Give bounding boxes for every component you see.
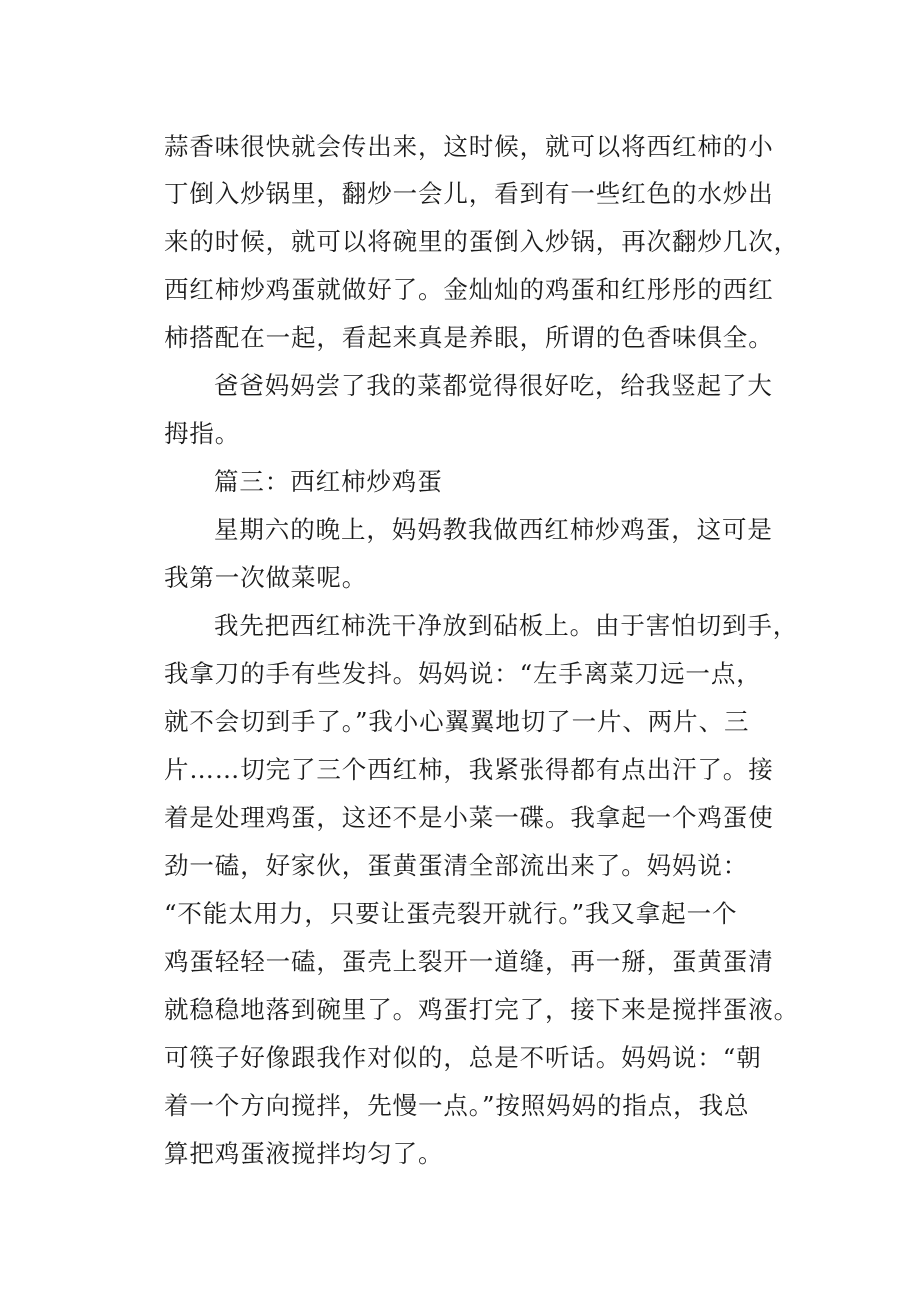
text-line: 我第一次做菜呢。: [164, 563, 368, 592]
text-line: 着一个方向搅拌，先慢一点。”按照妈妈的指点，我总: [164, 1091, 750, 1120]
section-heading: 篇三：西红柿炒鸡蛋: [214, 467, 443, 496]
text-line: 就稳稳地落到碗里了。鸡蛋打完了，接下来是搅拌蛋液。: [164, 995, 799, 1024]
text-line: 就不会切到手了。”我小心翼翼地切了一片、两片、三: [164, 707, 750, 736]
text-line: 我先把西红柿洗干净放到砧板上。由于害怕切到手，: [214, 611, 799, 640]
text-line: 劲一磕，好家伙，蛋黄蛋清全部流出来了。妈妈说：: [164, 851, 749, 880]
text-line: 西红柿炒鸡蛋就做好了。金灿灿的鸡蛋和红彤彤的西红: [164, 275, 774, 304]
text-line: “不能太用力，只要让蛋壳裂开就行。”我又拿起一个: [164, 899, 738, 928]
text-line: 鸡蛋轻轻一磕，蛋壳上裂开一道缝，再一掰，蛋黄蛋清: [164, 947, 774, 976]
text-line: 我拿刀的手有些发抖。妈妈说：“左手离菜刀远一点，: [164, 659, 762, 688]
text-line: 拇指。: [164, 419, 241, 448]
text-line: 蒜香味很快就会传出来，这时候，就可以将西红柿的小: [164, 132, 774, 161]
text-line: 柿搭配在一起，看起来真是养眼，所谓的色香味俱全。: [164, 323, 774, 352]
text-line: 片……切完了三个西红柿，我紧张得都有点出汗了。接: [164, 755, 774, 784]
text-line: 来的时候，就可以将碗里的蛋倒入炒锅，再次翻炒几次，: [164, 227, 799, 256]
text-line: 着是处理鸡蛋，这还不是小菜一碟。我拿起一个鸡蛋使: [164, 803, 774, 832]
text-line: 算把鸡蛋液搅拌均匀了。: [164, 1139, 444, 1168]
text-line: 星期六的晚上，妈妈教我做西红柿炒鸡蛋，这可是: [214, 515, 773, 544]
text-line: 爸爸妈妈尝了我的菜都觉得很好吃，给我竖起了大: [214, 371, 773, 400]
text-line: 丁倒入炒锅里，翻炒一会儿，看到有一些红色的水炒出: [164, 179, 774, 208]
text-line: 可筷子好像跟我作对似的，总是不听话。妈妈说：“朝: [164, 1043, 762, 1072]
